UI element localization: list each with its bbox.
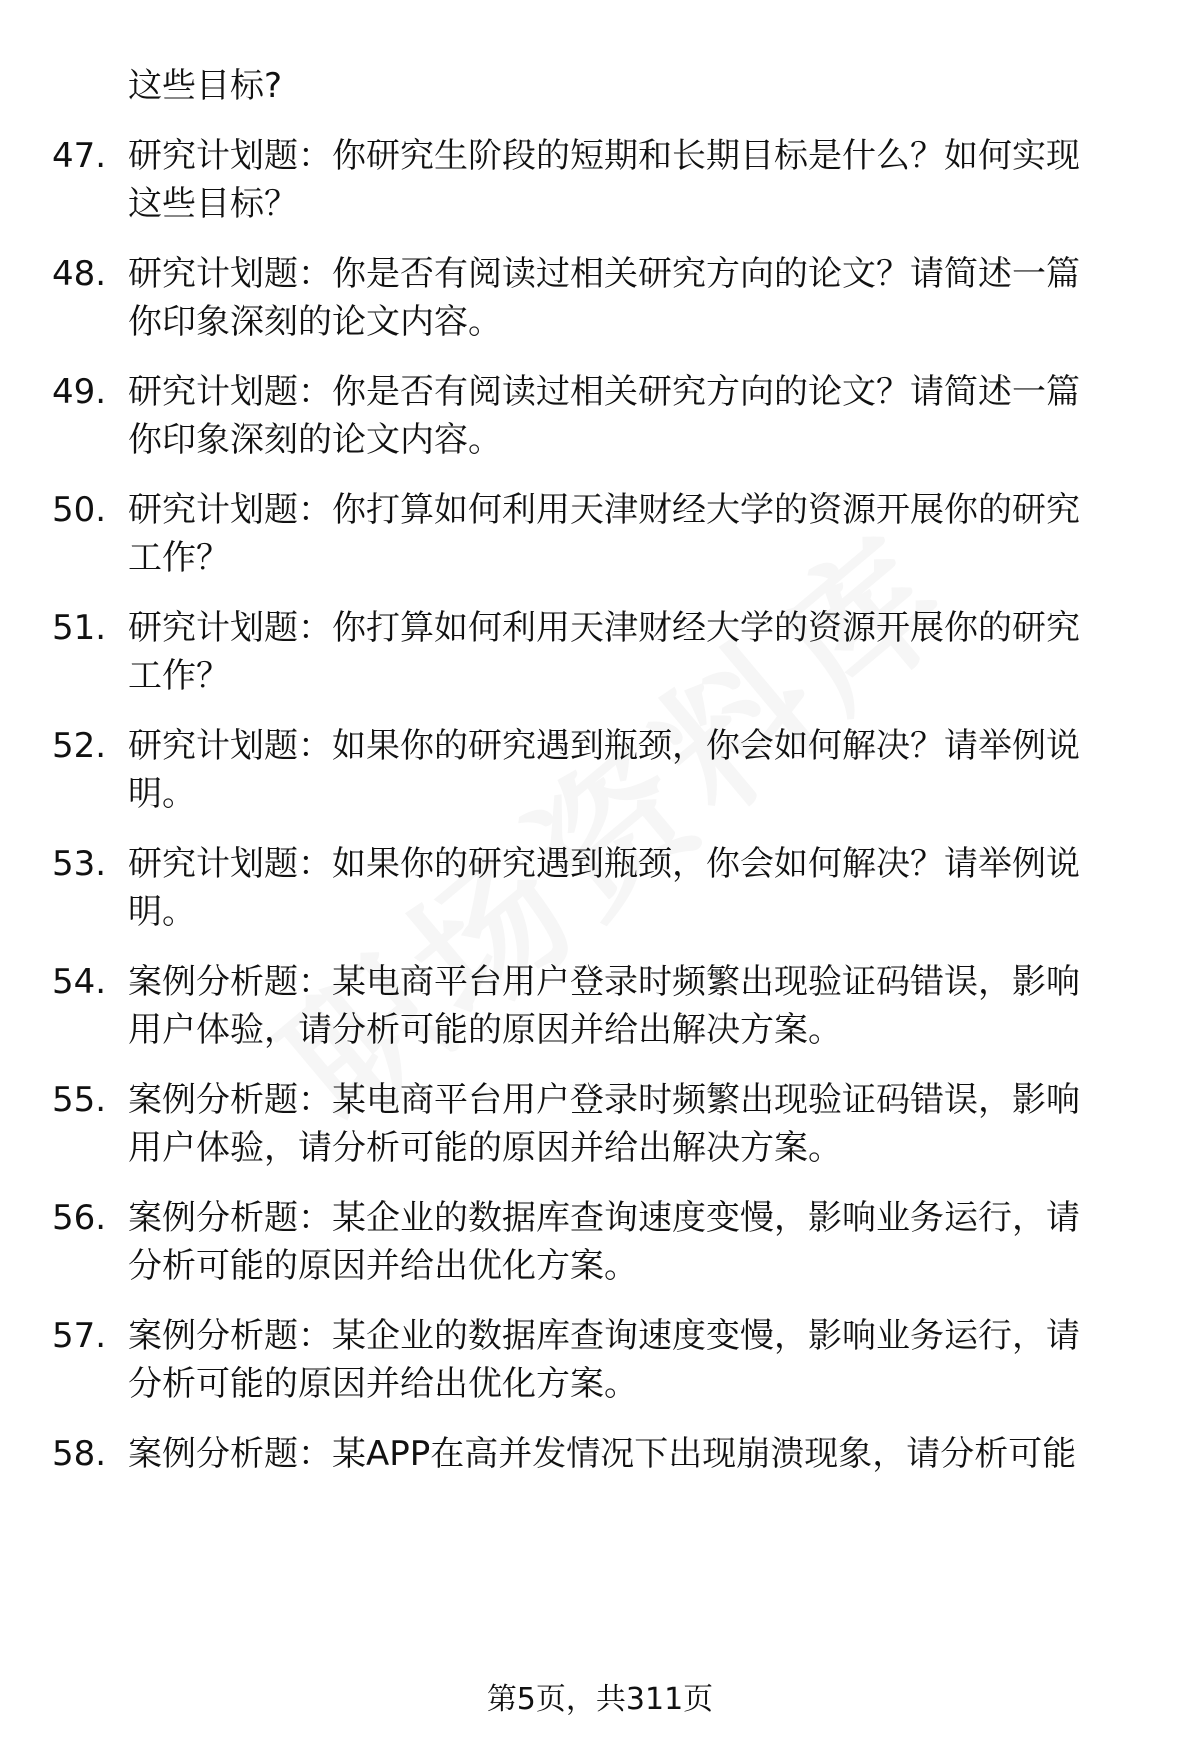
question-number: 47. xyxy=(52,136,107,176)
question-line: 案例分析题：某电商平台用户登录时频繁出现验证码错误，影响 xyxy=(128,962,1080,1002)
question-number: 53. xyxy=(52,844,107,884)
question-number: 51. xyxy=(52,608,107,648)
question-text xyxy=(128,958,1138,1054)
question-line: 案例分析题：某APP在高并发情况下出现崩溃现象，请分析可能 xyxy=(128,1434,1077,1474)
question-line: 研究计划题：你是否有阅读过相关研究方向的论文？请简述一篇 xyxy=(128,254,1080,294)
question-text xyxy=(128,486,1138,582)
question-line: 研究计划题：你研究生阶段的短期和长期目标是什么？如何实现 xyxy=(128,136,1080,176)
question-text xyxy=(128,722,1138,818)
question-text xyxy=(128,1076,1138,1172)
question-number: 57. xyxy=(52,1316,107,1356)
question-line: 明。 xyxy=(128,892,196,932)
question-text xyxy=(128,1430,1138,1478)
question-line: 你印象深刻的论文内容。 xyxy=(128,420,502,460)
question-line: 这些目标？ xyxy=(128,184,298,224)
question-line: 分析可能的原因并给出优化方案。 xyxy=(128,1364,638,1404)
question-line: 研究计划题：你是否有阅读过相关研究方向的论文？请简述一篇 xyxy=(128,372,1080,412)
question-number: 56. xyxy=(52,1198,107,1238)
question-text xyxy=(128,1312,1138,1408)
question-text xyxy=(128,840,1138,936)
question-text xyxy=(128,132,1138,228)
question-text xyxy=(128,250,1138,346)
question-line: 工作？ xyxy=(128,538,230,578)
question-number: 55. xyxy=(52,1080,107,1120)
continuation-text: 这些目标? xyxy=(128,66,283,106)
question-line: 研究计划题：如果你的研究遇到瓶颈，你会如何解决？请举例说 xyxy=(128,844,1080,884)
question-number: 49. xyxy=(52,372,107,412)
question-line: 研究计划题：如果你的研究遇到瓶颈，你会如何解决？请举例说 xyxy=(128,726,1080,766)
question-line: 你印象深刻的论文内容。 xyxy=(128,302,502,342)
question-number: 54. xyxy=(52,962,107,1002)
page-footer: 第5页，共311页 xyxy=(486,1682,714,1717)
question-number: 58. xyxy=(52,1434,107,1474)
question-line: 分析可能的原因并给出优化方案。 xyxy=(128,1246,638,1286)
question-line: 研究计划题：你打算如何利用天津财经大学的资源开展你的研究 xyxy=(128,490,1080,530)
question-line: 工作？ xyxy=(128,656,230,696)
question-number: 52. xyxy=(52,726,107,766)
question-line: 案例分析题：某电商平台用户登录时频繁出现验证码错误，影响 xyxy=(128,1080,1080,1120)
question-line: 用户体验，请分析可能的原因并给出解决方案。 xyxy=(128,1128,842,1168)
question-line: 案例分析题：某企业的数据库查询速度变慢，影响业务运行，请 xyxy=(128,1316,1080,1356)
question-line: 研究计划题：你打算如何利用天津财经大学的资源开展你的研究 xyxy=(128,608,1080,648)
question-line: 案例分析题：某企业的数据库查询速度变慢，影响业务运行，请 xyxy=(128,1198,1080,1238)
question-line: 明。 xyxy=(128,774,196,814)
question-number: 50. xyxy=(52,490,107,530)
question-text xyxy=(128,368,1138,464)
question-number: 48. xyxy=(52,254,107,294)
question-line: 用户体验，请分析可能的原因并给出解决方案。 xyxy=(128,1010,842,1050)
question-text xyxy=(128,1194,1138,1290)
question-text xyxy=(128,604,1138,700)
